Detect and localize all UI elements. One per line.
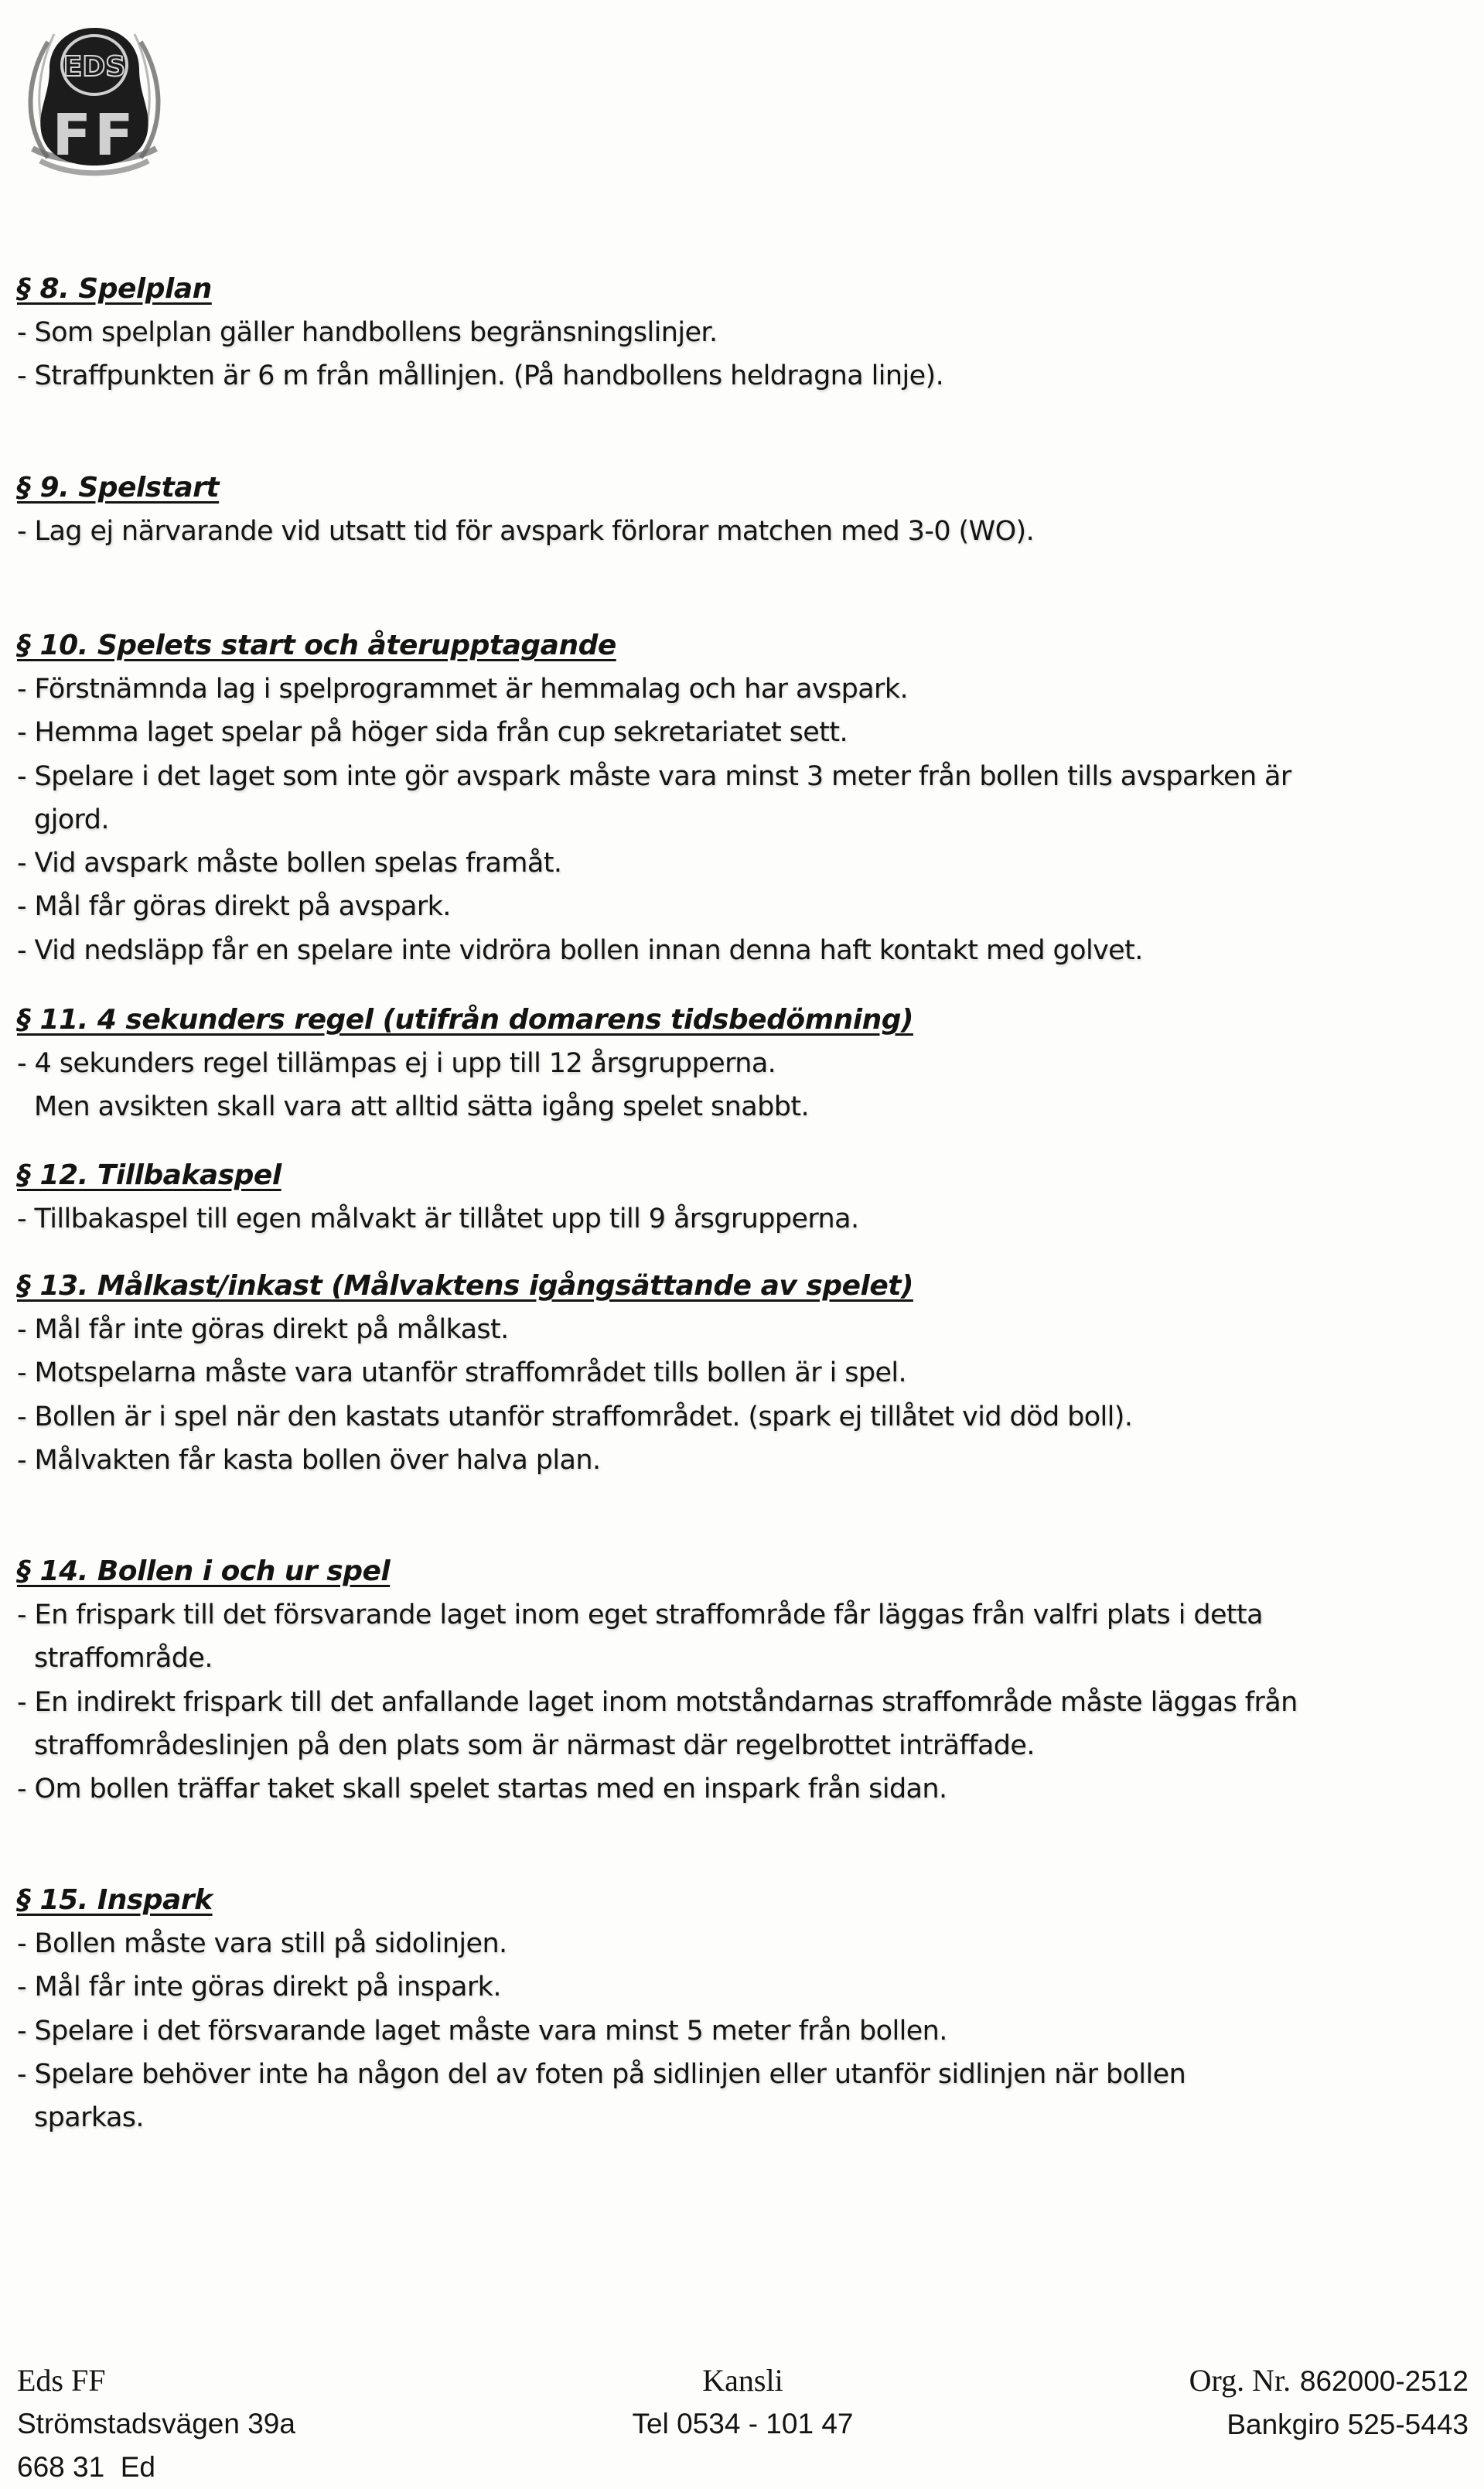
section-heading: § 14. Bollen i och ur spel [17, 1555, 391, 1587]
rule-line: - Som spelplan gäller handbollens begränsningslinjer. [17, 317, 718, 348]
street-address: Strömstadsvägen 39a [17, 2408, 295, 2439]
org-number-row [1189, 2359, 1469, 2403]
logo-text-top: EDS [63, 51, 126, 83]
section-13 [17, 1265, 1469, 1482]
section-12 [17, 1154, 1469, 1241]
bankgiro: Bankgiro 525-5443 [1226, 2409, 1469, 2440]
rule-line: - Lag ej närvarande vid utsatt tid för avspark förlorar matchen med 3-0 (WO). [17, 516, 1035, 547]
rule-line: - Om bollen träffar taket skall spelet startas med en inspark från sidan. [17, 1774, 947, 1805]
org-number: 862000-2512 [1299, 2365, 1469, 2397]
section-10 [17, 624, 1469, 972]
rule-line: - En frispark till det försvarande laget inom eget straffområde får läggas från valfri plats i detta [17, 1600, 1264, 1630]
rule-line: - 4 sekunders regel tillämpas ej i upp till 12 årsgrupperna. [17, 1048, 776, 1079]
office-phone: Tel 0534 - 101 47 [632, 2408, 854, 2439]
rule-line: - Bollen är i spel när den kastats utanför straffområdet. (spark ej tillåtet vid död boll). [17, 1401, 1133, 1432]
rule-line: - Spelare i det försvarande laget måste vara minst 5 meter från bollen. [17, 2015, 947, 2047]
rule-line: - Vid avspark måste bollen spelas framåt. [17, 848, 562, 879]
postal-address: 668 31 Ed [17, 2451, 155, 2483]
rule-line: - Motspelarna måste vara utanför straffområdet tills bollen är i spel. [17, 1357, 907, 1389]
rule-line: - Mål får inte göras direkt på målkast. [17, 1314, 509, 1345]
club-logo [17, 11, 172, 183]
club-crest-icon [17, 11, 172, 183]
logo-text-bottom: FF [52, 102, 137, 169]
rule-line: - Spelare behöver inte ha någon del av foten på sidlinjen eller utanför sidlinjen när bollen [17, 2058, 1186, 2090]
section-heading: § 10. Spelets start och återupptagande [17, 630, 616, 661]
rule-line: - Målvakten får kasta bollen över halva plan. [17, 1444, 601, 1476]
section-heading: § 15. Inspark [17, 1884, 213, 1916]
section-heading: § 13. Målkast/inkast (Målvaktens igångsättande av spelet) [17, 1270, 913, 1302]
section-heading: § 8. Spelplan [17, 273, 212, 305]
rule-line: - Mål får inte göras direkt på inspark. [17, 1972, 501, 2003]
rule-line-continuation: straffområde. [34, 1643, 213, 1675]
rule-line: - Hemma laget spelar på höger sida från cup sekretariatet sett. [17, 717, 848, 749]
rule-line-continuation: sparkas. [34, 2102, 144, 2134]
office-title: Kansli [702, 2363, 783, 2398]
rule-line: - Tillbakaspel till egen målvakt är tillåtet upp till 9 årsgrupperna. [17, 1204, 859, 1234]
footer-registration [1189, 2359, 1469, 2446]
rule-line: - Straffpunkten är 6 m från mållinjen. (På handbollens heldragna linje). [17, 360, 944, 392]
rule-line: - En indirekt frispark till det anfallande laget inom motståndarnas straffområde måste läggas från [17, 1686, 1298, 1718]
rule-line-continuation: gjord. [34, 804, 109, 835]
section-8 [17, 268, 1469, 398]
letterhead-footer [17, 2359, 1469, 2487]
section-11 [17, 999, 1469, 1129]
org-number-label: Org. Nr. [1189, 2363, 1291, 2398]
section-9 [17, 466, 1469, 553]
rule-line: - Spelare i det laget som inte gör avspark måste vara minst 3 meter från bollen tills avsparken är [17, 760, 1291, 792]
rule-line: - Bollen måste vara still på sidolinjen. [17, 1928, 507, 1959]
rule-line-continuation: straffområdeslinjen på den plats som är närmast där regelbrottet inträffade. [34, 1729, 1035, 1761]
rule-line: - Vid nedsläpp får en spelare inte vidröra bollen innan denna haft kontakt med golvet. [17, 934, 1143, 966]
rule-line-continuation: Men avsikten skall vara att alltid sätta igång spelet snabbt. [34, 1091, 809, 1123]
rule-line: - Mål får göras direkt på avspark. [17, 891, 451, 923]
section-heading: § 12. Tillbakaspel [17, 1159, 281, 1191]
club-name: Eds FF [17, 2363, 106, 2398]
section-heading: § 9. Spelstart [17, 472, 220, 504]
section-15 [17, 1879, 1469, 2139]
section-heading: § 11. 4 sekunders regel (utifrån domarens tidsbedömning) [17, 1004, 913, 1036]
section-14 [17, 1550, 1469, 1811]
rule-line: - Förstnämnda lag i spelprogrammet är hemmalag och har avspark. [17, 674, 909, 705]
